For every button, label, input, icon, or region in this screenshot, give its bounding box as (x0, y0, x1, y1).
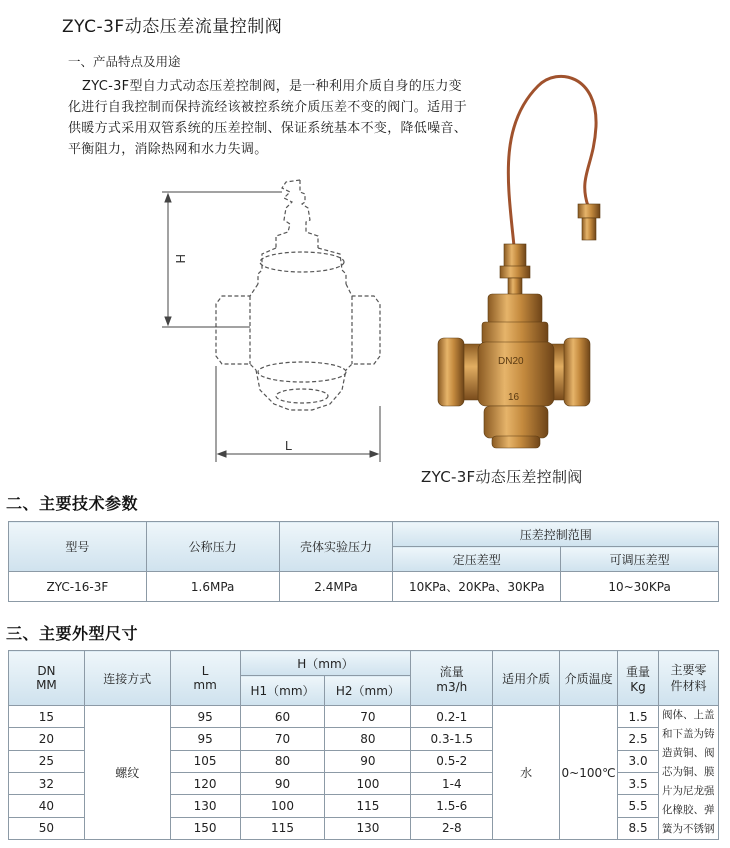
spec-section-heading: 二、主要技术参数 (6, 494, 139, 513)
spec-table (8, 521, 719, 602)
cell-dn: 32 (9, 772, 85, 794)
cell-flow: 1-4 (411, 772, 493, 794)
header-mm-label: MM (36, 678, 57, 692)
material-line: 化橡胶、弹 (662, 804, 715, 816)
cell-flow: 0.2-1 (411, 706, 493, 728)
header-dn (9, 651, 85, 706)
cell-h2: 115 (325, 795, 411, 817)
cell-model: ZYC-16-3F (9, 572, 147, 602)
valve-product-photo (428, 66, 608, 461)
material-line: 片为尼龙强 (662, 785, 715, 797)
cell-h2: 100 (325, 772, 411, 794)
cell-weight: 2.5 (618, 728, 659, 750)
cell-shell-test-pressure: 2.4MPa (279, 572, 393, 602)
intro-paragraph: ZYC-3F型自力式动态压差控制阀，是一种利用介质自身的压力变化进行自我控制而保持流经该被控系统介质压差不变的阀门。适用于供暖方式采用双管系统的压差控制、保证系统基本不变，降低噪音、平衡阻力，消除热网和水力失调。 (68, 79, 468, 157)
header-shell-test-pressure: 壳体实验压力 (279, 522, 393, 572)
body-mark-pressure: 16 (508, 392, 520, 403)
cell-h1: 80 (240, 750, 325, 772)
header-fixed-type: 定压差型 (393, 547, 561, 572)
header-weight-label: 重量 (626, 664, 651, 679)
header-material: 主要零件材料 (659, 651, 719, 706)
cell-l: 150 (170, 817, 240, 839)
cell-flow: 0.5-2 (411, 750, 493, 772)
cell-h1: 60 (240, 706, 325, 728)
header-l-label: L (201, 664, 209, 678)
body-mark-size: DN20 (498, 356, 524, 367)
cell-medium: 水 (493, 706, 560, 840)
header-connection: 连接方式 (84, 651, 170, 706)
table-row (9, 572, 719, 602)
cell-weight: 8.5 (618, 817, 659, 839)
header-weight (618, 651, 659, 706)
header-h-group: H（mm） (240, 651, 411, 676)
cell-temp: 0~100℃ (560, 706, 618, 840)
cell-weight: 5.5 (618, 795, 659, 817)
cell-l: 105 (170, 750, 240, 772)
cell-flow: 0.3-1.5 (411, 728, 493, 750)
cell-h1: 90 (240, 772, 325, 794)
l-dimension-label: L (285, 438, 293, 453)
cell-l: 120 (170, 772, 240, 794)
material-line: 造黄铜、阀 (662, 747, 715, 759)
cell-dn: 20 (9, 728, 85, 750)
dimension-table (8, 650, 719, 840)
material-line: 芯为铜、膜 (662, 766, 715, 778)
header-h1: H1（mm） (240, 676, 325, 706)
h-dimension-label: H (173, 254, 188, 264)
cell-dn: 40 (9, 795, 85, 817)
cell-l: 95 (170, 728, 240, 750)
page-title: ZYC-3F动态压差流量控制阀 (62, 17, 283, 37)
header-adjustable-type: 可调压差型 (561, 547, 719, 572)
header-temp: 介质温度 (560, 651, 618, 706)
cell-h1: 100 (240, 795, 325, 817)
header-medium: 适用介质 (493, 651, 560, 706)
dim-section-heading: 三、主要外型尺寸 (6, 624, 139, 643)
header-nominal-pressure: 公称压力 (146, 522, 279, 572)
material-line: 簧为不锈钢 (662, 823, 715, 835)
cell-h2: 70 (325, 706, 411, 728)
header-flow (411, 651, 493, 706)
cell-flow: 2-8 (411, 817, 493, 839)
header-control-range: 压差控制范围 (393, 522, 719, 547)
intro-heading: 一、产品特点及用途 (68, 54, 181, 69)
cell-h1: 115 (240, 817, 325, 839)
header-weight-unit: Kg (630, 679, 646, 694)
cell-dn: 25 (9, 750, 85, 772)
header-l (170, 651, 240, 706)
valve-outline-drawing (150, 170, 395, 465)
cell-nominal-pressure: 1.6MPa (146, 572, 279, 602)
header-model: 型号 (9, 522, 147, 572)
table-row (9, 706, 719, 728)
cell-h2: 130 (325, 817, 411, 839)
cell-fixed-type: 10KPa、20KPa、30KPa (393, 572, 561, 602)
cell-l: 130 (170, 795, 240, 817)
header-dn-label: DN (37, 664, 56, 678)
photo-caption: ZYC-3F动态压差控制阀 (421, 468, 583, 486)
cell-h2: 90 (325, 750, 411, 772)
cell-h2: 80 (325, 728, 411, 750)
header-h2: H2（mm） (325, 676, 411, 706)
header-l-unit: mm (193, 678, 217, 692)
header-flow-label: 流量 (439, 664, 464, 679)
cell-weight: 3.5 (618, 772, 659, 794)
cell-weight: 3.0 (618, 750, 659, 772)
cell-dn: 50 (9, 817, 85, 839)
cell-material (659, 706, 719, 840)
header-flow-unit: m3/h (436, 679, 468, 694)
cell-weight: 1.5 (618, 706, 659, 728)
material-line: 阀体、上盖 (662, 709, 715, 721)
cell-l: 95 (170, 706, 240, 728)
material-line: 和下盖为铸 (662, 728, 715, 740)
cell-h1: 70 (240, 728, 325, 750)
cell-connection: 螺纹 (84, 706, 170, 840)
cell-dn: 15 (9, 706, 85, 728)
cell-flow: 1.5-6 (411, 795, 493, 817)
cell-adjustable-type: 10~30KPa (561, 572, 719, 602)
